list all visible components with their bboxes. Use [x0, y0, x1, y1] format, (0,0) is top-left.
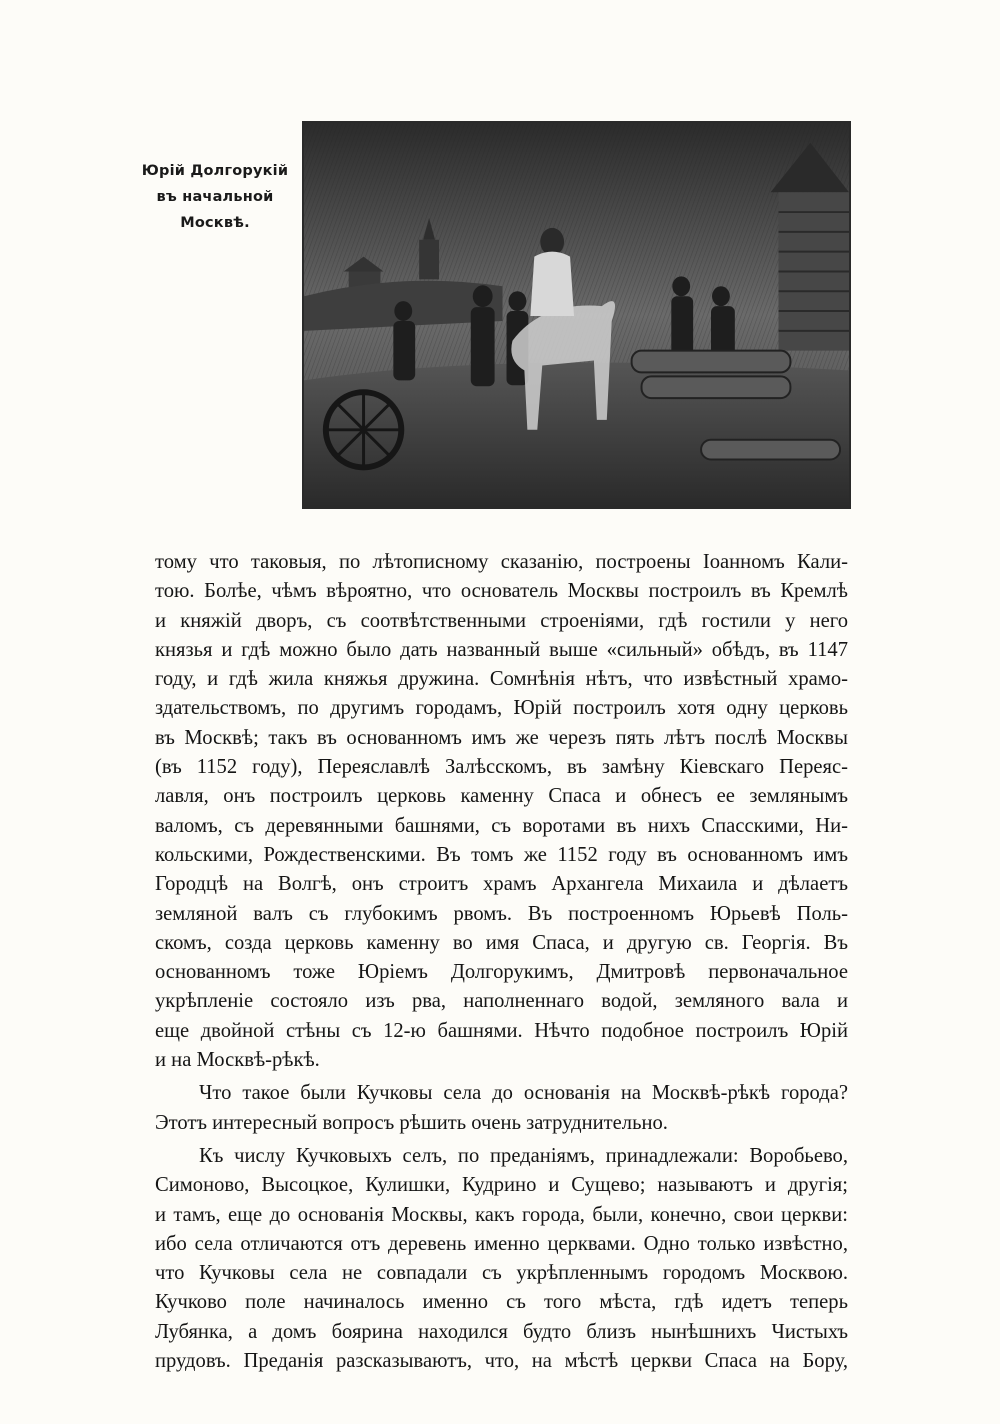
text-line: прудовъ. Преданія разсказываютъ, что, на мѣстѣ церкви Спаса на Бору, — [155, 1350, 848, 1373]
caption-line-3: Москвѣ. — [180, 215, 250, 231]
body-text — [155, 548, 848, 1380]
text-line: Къ числу Кучковыхъ селъ, по преданіямъ, принадлежали: Воробьево, — [199, 1144, 848, 1167]
text-line: кольскими, Рождественскими. Въ томъ же 1152 году въ основанномъ имъ — [155, 843, 848, 866]
caption-line-1: Юрій Долгорукій — [141, 163, 289, 179]
text-line: ибо села отличаются отъ деревень именно церквами. Одно только извѣстно, — [155, 1232, 848, 1255]
text-line: тому что таковыя, по лѣтописному сказанію, построены Іоанномъ Кали- — [155, 551, 848, 573]
text-line: Что такое были Кучковы села до основанія на Москвѣ-рѣкѣ города? — [199, 1082, 848, 1105]
engraving-drawing — [304, 123, 849, 507]
text-line: земляной валъ съ глубокимъ рвомъ. Въ построенномъ Юрьевѣ Поль- — [155, 902, 848, 925]
text-line: и тамъ, еще до основанія Москвы, какъ города, были, конечно, свои церкви: — [155, 1203, 848, 1226]
illustration-caption — [140, 158, 290, 236]
text-line: еще двойной стѣны съ 12-ю башнями. Нѣчто подобное построилъ Юрій — [155, 1019, 848, 1042]
text-line: укрѣпленіе состояло изъ рва, наполненнаго водой, земляного вала и — [155, 990, 848, 1013]
text-line: тою. Болѣе, чѣмъ вѣроятно, что основатель Москвы построилъ въ Кремлѣ — [155, 580, 848, 603]
text-line: и на Москвѣ-рѣкѣ. — [155, 1049, 320, 1072]
text-line: въ Москвѣ; такъ въ основанномъ имъ же черезъ пять лѣтъ послѣ Москвы — [155, 726, 848, 749]
text-line: Симоново, Высоцкое, Кулишки, Кудрино и Сущево; называютъ и другія; — [155, 1174, 848, 1197]
cart-wheel — [326, 392, 401, 467]
text-line: скомъ, созда церковь каменну во имя Спаса, и другую св. Георгія. Въ — [155, 931, 848, 954]
text-line: Городцѣ на Волгѣ, онъ строитъ храмъ Архангела Михаила и дѣлаетъ — [155, 873, 848, 896]
paragraph-1 — [155, 548, 848, 1075]
caption-line-2: въ начальной — [156, 189, 274, 205]
text-line: Этотъ интересный вопросъ рѣшить очень затруднительно. — [155, 1111, 668, 1134]
text-line: и княжій дворъ, съ соотвѣтственными строеніями, гдѣ гостили у него — [155, 609, 848, 632]
text-line: здательствомъ, по другимъ городамъ, Юрій построилъ хотя одну церковь — [155, 697, 848, 720]
text-line: князья и гдѣ можно было дать названный выше «сильный» обѣдъ, въ 1147 — [155, 638, 848, 661]
text-line: основанномъ тоже Юріемъ Долгорукимъ, Дмитровѣ первоначальное — [155, 961, 848, 984]
text-line: лавля, онъ построилъ церковь каменну Спаса и обнесъ ее землянымъ — [155, 785, 848, 808]
text-line: Лубянка, а домъ боярина находился будто близъ нынѣшнихъ Чистыхъ — [155, 1320, 848, 1343]
text-line: что Кучковы села не совпадали съ укрѣпленнымъ городомъ Москвою. — [155, 1262, 848, 1285]
text-line: Кучково поле начиналось именно съ того мѣста, гдѣ идетъ теперь — [155, 1291, 848, 1314]
paragraph-2 — [155, 1079, 848, 1138]
paragraph-3 — [155, 1142, 848, 1376]
text-line: (въ 1152 году), Переяславлѣ Залѣсскомъ, въ замѣну Кіевскаго Переяс- — [155, 756, 848, 779]
text-line: валомъ, съ деревянными башнями, съ воротами въ нихъ Спасскими, Ни- — [155, 814, 848, 837]
text-line: году, и гдѣ жила княжья дружина. Сомнѣнія нѣтъ, что извѣстный храмо- — [155, 668, 848, 691]
engraving-illustration — [302, 121, 851, 509]
